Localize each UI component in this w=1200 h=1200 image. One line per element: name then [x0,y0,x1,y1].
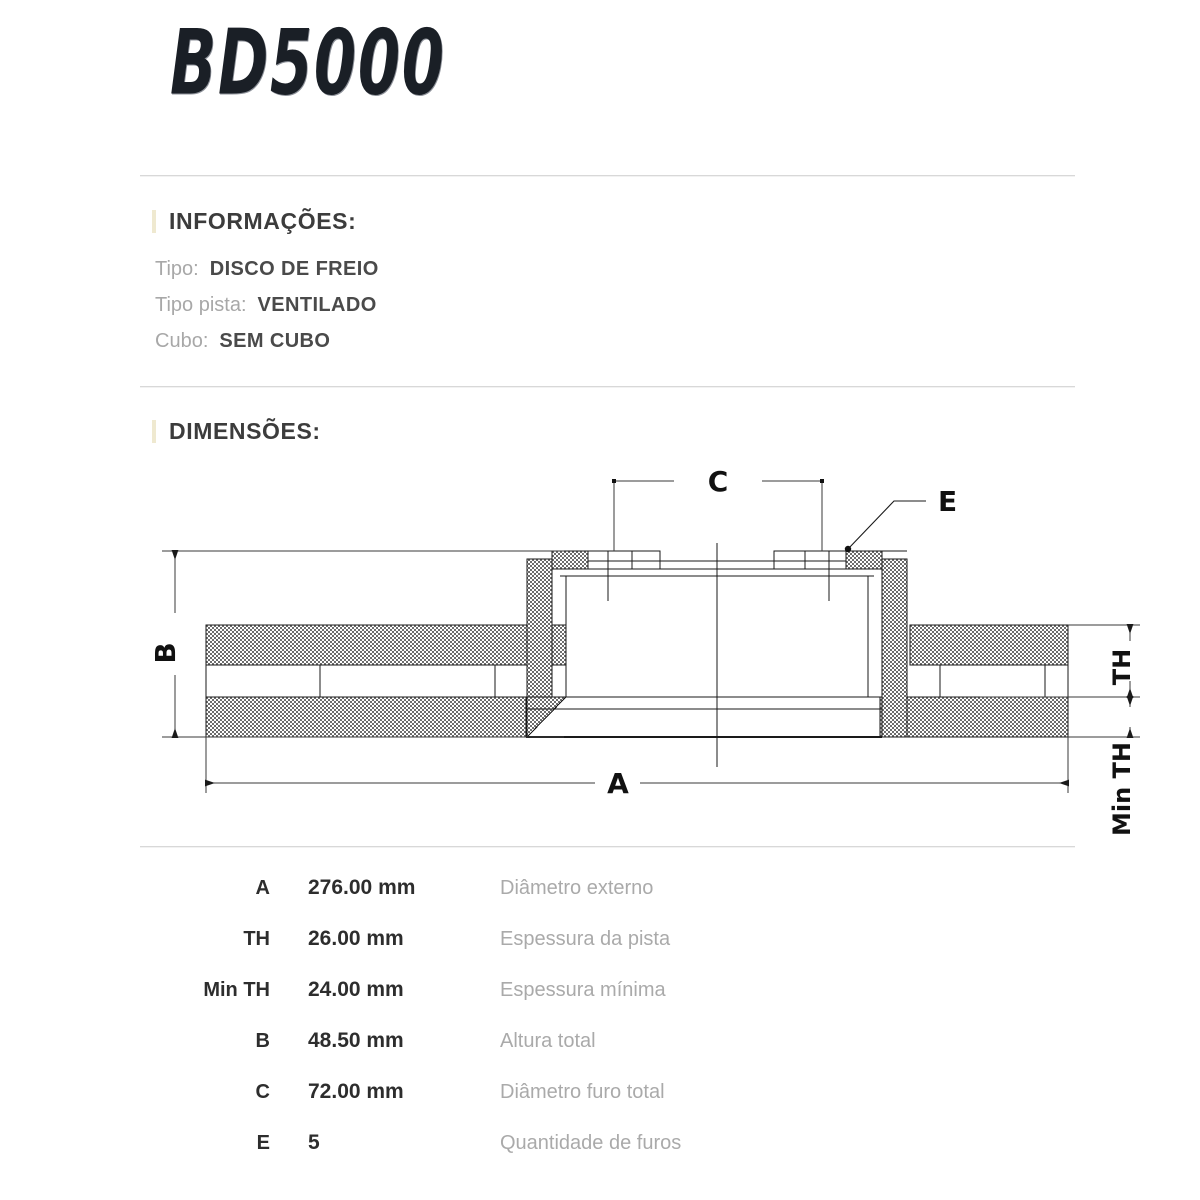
dim-value: 24.00 mm [308,978,404,1001]
dim-desc: Diâmetro externo [500,877,654,899]
drawing-callout-e: E [938,485,958,518]
dim-key: B [255,1030,270,1052]
dim-value: 5 [308,1131,320,1154]
info-value-tipo: DISCO DE FREIO [209,258,379,280]
dim-desc: Altura total [500,1030,596,1052]
info-row-cubo [155,330,379,366]
dim-desc: Diâmetro furo total [500,1081,665,1103]
drawing-callout-min-th: Min TH [1108,741,1136,837]
drawing-callout-a: A [607,767,629,800]
dim-key: A [255,877,270,899]
table-row [140,978,1075,1029]
drawing-callout-th: TH [1108,648,1136,686]
dim-key: E [256,1132,270,1154]
info-label-tipo-pista: Tipo pista: [155,294,247,316]
table-row [140,927,1075,978]
page-title: BD5000 [170,9,446,115]
accent-bar-icon [152,420,156,443]
dim-value: 276.00 mm [308,876,416,899]
info-row-tipo-pista [155,294,379,330]
informacoes-heading-label: INFORMAÇÕES: [169,208,357,234]
dim-value: 26.00 mm [308,927,404,950]
informacoes-section-heading [152,208,356,235]
info-row-tipo [155,258,379,294]
divider-bottom [140,846,1075,847]
dim-value: 48.50 mm [308,1029,404,1052]
table-row [140,1080,1075,1131]
dim-key: TH [243,928,270,950]
dim-desc: Espessura da pista [500,928,671,950]
dim-value: 72.00 mm [308,1080,404,1103]
divider-top [140,175,1075,176]
info-label-cubo: Cubo: [155,330,209,352]
divider-middle [140,386,1075,387]
dim-desc: Quantidade de furos [500,1132,682,1154]
info-value-tipo-pista: VENTILADO [257,294,377,316]
drawing-callout-b: B [149,642,182,664]
dimensions-table [140,876,1075,1182]
dim-key: Min TH [203,979,270,1001]
table-row [140,876,1075,927]
info-label-tipo: Tipo: [155,258,199,280]
dim-desc: Espessura mínima [500,979,666,1001]
accent-bar-icon [152,210,156,233]
dimensoes-heading-label: DIMENSÕES: [169,418,321,444]
drawing-callout-c: C [707,465,729,498]
informacoes-list [155,258,379,366]
table-row [140,1131,1075,1182]
brake-disc-cross-section-drawing [140,455,1136,840]
table-row [140,1029,1075,1080]
dimensoes-section-heading [152,418,321,445]
dim-key: C [255,1081,270,1103]
info-value-cubo: SEM CUBO [219,330,331,352]
